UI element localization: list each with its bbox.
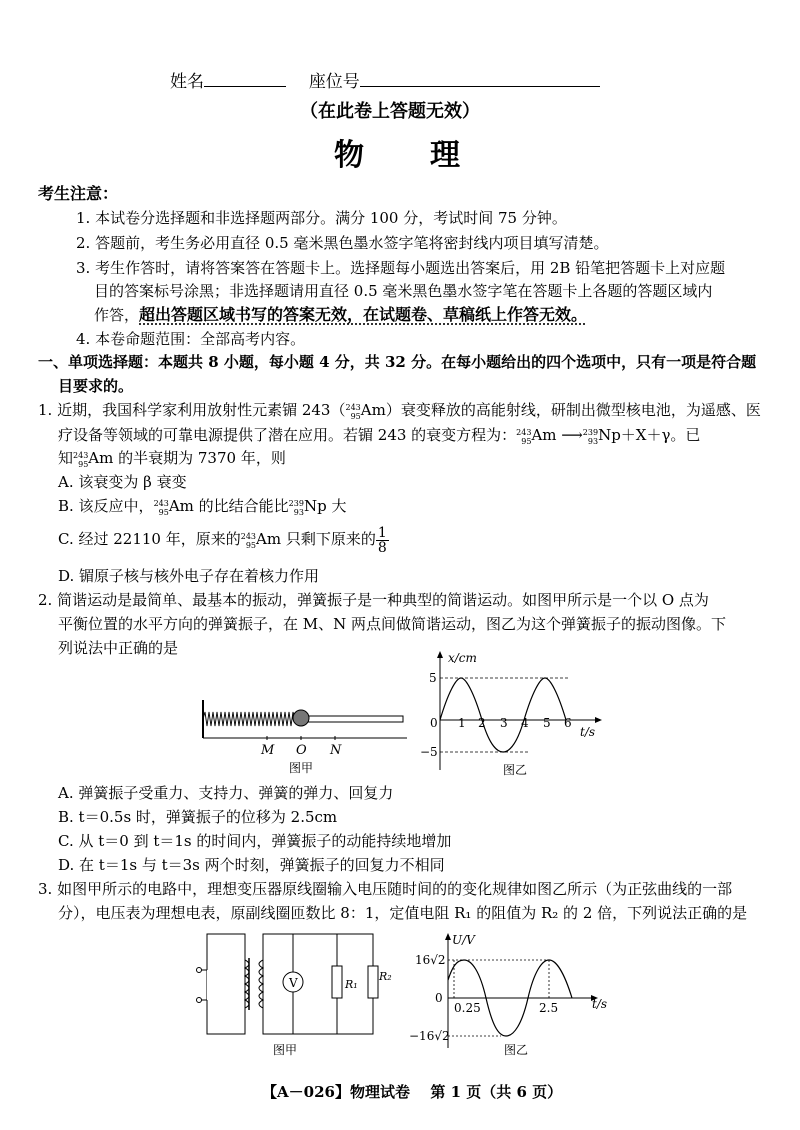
r1-label: R₁ [345, 978, 358, 991]
note-3: 3. 考生作答时，请将答案答在答题卡上。选择题每小题选出答案后，用 2B 铅笔把答题卡上对应题 [76, 259, 726, 277]
q3-line1: 3. 如图甲所示的电路中，理想变压器原线圈输入电压随时间的的变化规律如图乙所示（为正弦曲线的一部 [38, 880, 733, 898]
t-tick-25: 2.5 [539, 1001, 559, 1015]
q1-optc-b: Am 只剩下原来的 [256, 530, 376, 548]
rod [295, 716, 403, 722]
spring [203, 712, 295, 726]
resistor-r2 [368, 966, 378, 998]
vibration-curve [440, 678, 566, 752]
am-nuclide-5: 243 95 [240, 532, 257, 550]
seat-label: 座位号 [308, 72, 360, 92]
x-tick-5: 5 [543, 716, 551, 730]
q1-optc-a: C. 经过 22110 年，原来的 [58, 530, 241, 548]
x-tick-6: 6 [564, 716, 572, 730]
q1-optb-c: Np 大 [303, 497, 347, 515]
y-axis-arrow [437, 651, 443, 658]
resistor-r1 [332, 966, 342, 998]
q3-line2: 分），电压表为理想电表，原副线圈匝数比 8：1，定值电阻 R₁ 的阻值为 R₂ 的 2 倍，下列说法正确的是 [58, 904, 748, 922]
x-tick-2: 2 [478, 716, 486, 730]
subject-title: 物 理 [334, 138, 462, 173]
q2-option-d: D. 在 t＝1s 与 t＝3s 两个时刻，弹簧振子的回复力不相同 [58, 856, 445, 874]
y-axis-label: x/cm [448, 651, 477, 665]
q1-text-f: Am 的半衰期为 7370 年，则 [88, 449, 286, 467]
oscillator-ball [293, 710, 309, 726]
q1-reaction-arrow: Am ⟶ [531, 426, 583, 444]
caption-yi-q3: 图乙 [504, 1043, 529, 1057]
q1-text-a: 1. 近期，我国科学家利用放射性元素镅 243（ [38, 401, 346, 419]
u-tick-bottom: −16√2 [409, 1029, 450, 1043]
q1-optb-b: Am 的比结合能比 [168, 497, 289, 515]
spring-oscillator-figure [195, 692, 410, 777]
footer [262, 1082, 562, 1102]
q2-option-b: B. t＝0.5s 时，弹簧振子的位移为 2.5cm [58, 808, 338, 826]
t-tick-0: 0 [435, 991, 443, 1005]
notes-title: 考生注意： [38, 184, 119, 203]
am-nuclide-2: 243 95 [516, 428, 532, 446]
section-header: 一、单项选择题：本题共 8 小题，每小题 4 分，共 32 分。在每小题给出的四个选项中，只有一项是符合题 [38, 353, 757, 371]
seat-blank [360, 70, 600, 87]
x-axis-arrow [595, 717, 602, 723]
q2-line3: 列说法中正确的是 [58, 639, 179, 657]
secondary-coil [259, 960, 263, 1008]
caption-jia-q3: 图甲 [273, 1043, 298, 1057]
footer-code: 【A－026】物理试卷 [262, 1083, 410, 1101]
note-3-end [94, 305, 587, 325]
section-header-cont: 目要求的。 [58, 377, 134, 395]
x-tick-4: 4 [521, 716, 529, 730]
am-nuclide-3: 243 95 [73, 451, 89, 469]
voltmeter-label: V [289, 976, 298, 990]
transformer-circuit [185, 930, 390, 1060]
x-tick-0: 0 [430, 716, 438, 730]
name-blank [204, 70, 286, 87]
x-tick-3: 3 [500, 716, 508, 730]
label-n: N [330, 743, 342, 758]
invalid-notice: （在此卷上答题无效） [300, 101, 480, 122]
q1-option-c [58, 522, 389, 556]
t-axis-label: t/s [592, 997, 608, 1011]
note-2: 2. 答题前，考生务必用直径 0.5 毫米黑色墨水签字笔将密封线内项目填写清楚。 [76, 234, 609, 252]
input-terminal-bottom [197, 998, 202, 1003]
label-o: O [296, 743, 307, 758]
q2-line2: 平衡位置的水平方向的弹簧振子，在 M、N 两点间做简谐运动，图乙为这个弹簧振子的振动图像。下 [58, 615, 727, 633]
np-nuclide-2: 239 93 [288, 499, 304, 517]
q1-text-d: Np＋X＋γ。已 [598, 426, 701, 444]
q2-line1: 2. 简谐运动是最简单、最基本的振动，弹簧振子是一种典型的简谐运动。如图甲所示是一个以 O 点为 [38, 591, 709, 609]
name-seat-row [170, 70, 600, 92]
q1-line1 [38, 400, 761, 421]
x-tick-1: 1 [458, 716, 466, 730]
input-terminal-top [197, 968, 202, 973]
caption-jia-q2: 图甲 [289, 761, 314, 775]
fraction-one-eighth: $\frac{1}{8}$ [377, 524, 387, 556]
q1-line2 [58, 425, 700, 446]
label-m: M [261, 743, 275, 758]
note-1: 1. 本试卷分选择题和非选择题两部分。满分 100 分，考试时间 75 分钟。 [76, 209, 567, 227]
t-tick-025: 0.25 [454, 1001, 481, 1015]
note-3-end-text: 作答， [94, 306, 140, 324]
q1-text-e: 知 [58, 449, 74, 467]
am-nuclide-1: 243 95 [345, 403, 361, 421]
q1-text-b: Am）衰变释放的高能射线，研制出微型核电池，为遥感、医 [360, 401, 761, 419]
voltage-graph [406, 930, 611, 1060]
note-4: 4. 本卷命题范围：全部高考内容。 [76, 330, 306, 348]
q1-option-b [58, 496, 346, 517]
footer-page: 第 1 页（共 6 页） [430, 1083, 563, 1101]
name-label: 姓名 [170, 72, 204, 92]
u-tick-top: 16√2 [415, 953, 446, 967]
y-tick-minus5: −5 [420, 745, 438, 759]
vibration-graph [418, 648, 608, 778]
q1-line3 [58, 448, 286, 469]
q2-option-c: C. 从 t＝0 到 t＝1s 的时间内，弹簧振子的动能持续地增加 [58, 832, 452, 850]
y-tick-5: 5 [429, 671, 437, 685]
note-3-emphasis: 超出答题区域书写的答案无效，在试题卷、草稿纸上作答无效。 [139, 305, 588, 324]
r2-label: R₂ [379, 970, 392, 983]
u-axis-label: U/V [452, 933, 475, 947]
np-nuclide-1: 239 93 [582, 428, 599, 446]
q1-text-c: 疗设备等领域的可靠电源提供了潜在应用。若镅 243 的衰变方程为： [58, 426, 517, 444]
note-3-cont: 目的答案标号涂黑；非选择题请用直径 0.5 毫米黑色墨水签字笔在答题卡上各题的答题区域内 [94, 282, 713, 300]
am-nuclide-4: 243 95 [153, 499, 169, 517]
q1-optb-a: B. 该反应中， [58, 497, 154, 515]
u-axis-arrow [445, 933, 451, 940]
q1-option-a: A. 该衰变为 β 衰变 [58, 473, 187, 491]
x-axis-label: t/s [580, 725, 596, 739]
q2-option-a: A. 弹簧振子受重力、支持力、弹簧的弹力、回复力 [58, 784, 394, 802]
caption-yi-q2: 图乙 [503, 763, 528, 777]
q1-option-d: D. 镅原子核与核外电子存在着核力作用 [58, 567, 320, 585]
